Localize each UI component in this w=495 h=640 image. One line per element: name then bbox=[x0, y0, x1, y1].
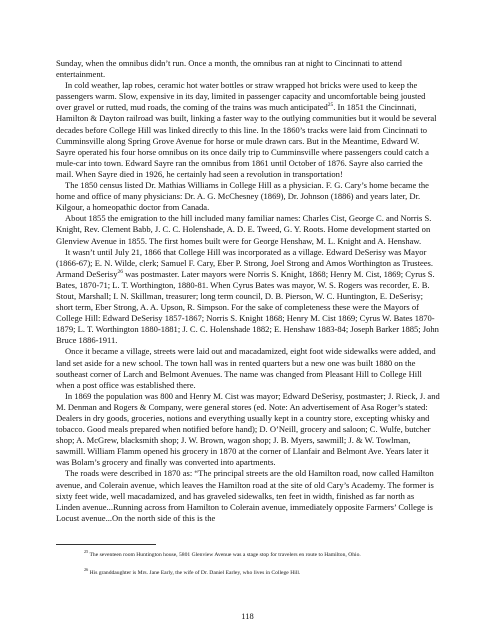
paragraph bbox=[56, 247, 440, 347]
paragraph-text: The 1850 census listed Dr. Mathias Williams in College Hill as a physician. F. G. Cary’s home became the home and office of many physicians: Dr. A. G. McChesney (1869), Dr. Johnson (1886) and years later, Dr. Kilgour, a homeopathic doctor from Canada. bbox=[56, 180, 429, 213]
footnote-26 bbox=[84, 567, 454, 577]
paragraph bbox=[56, 391, 440, 469]
body-text bbox=[56, 58, 440, 524]
paragraph bbox=[56, 180, 440, 213]
footnote-divider bbox=[56, 544, 156, 545]
paragraph-text: It wasn’t until July 21, 1866 that College Hill was incorporated as a village. Edward DeSerisy was Mayor (1866-67); E. N. Wilde, clerk; Samuel F. Cary, Eber P. Strong, Joel Strong and Amos Worthington as Trustees. Armand DeSerisy bbox=[56, 246, 434, 279]
paragraph-text: Once it became a village, streets were laid out and macadamized, eight foot wide sidewalks were added, and land set aside for a new school. The town hall was in rented quarters but a new one was built 1880 on the southeast corner of Larch and Belmont Avenues. The name was changed from Pleasant Hill to College Hill when a post office was established there. bbox=[56, 346, 436, 390]
footnote-text: The seventeen room Huntington house, 5801 Glenview Avenue was a stage stop for travelers en route to Hamilton, Ohio. bbox=[89, 552, 361, 558]
footnote-number: 26 bbox=[84, 567, 89, 573]
paragraph bbox=[56, 468, 440, 523]
paragraph bbox=[56, 346, 440, 390]
paragraph-text: was postmaster. Later mayors were Norris S. Knight, 1868; Henry M. Cist, 1869; Cyrus S. Bates, 1870-71; L. T. Worthington, 1880-81. When Cyrus Bates was mayor, W. S. Rogers was recorder, E. B. Stout, Marshall; I. N. Skillman, treasurer; long term council, D. B. Pierson, W. C. Huntington, E. DeSerisy; short term, Eber Strong, A. A. Upson, R. Simpson. For the sake of completeness these were the Mayors of College Hill: Edward DeSerisy 1857-1867; Norris S. Knight 1868; Henry M. Cist 1869; Cyrus W. Bates 1870-1879; L. T. Worthington 1880-1881; J. C. C. Holenshade 1882; E. Henshaw 1883-84; Joseph Barker 1885; John Bruce 1886-1911. bbox=[56, 268, 439, 346]
footnote-text: His granddaughter is Mrs. Jane Early, the wife of Dr. Daniel Earley, who lives in College Hill. bbox=[89, 570, 301, 576]
paragraph-text: . In 1851 the Cincinnati, Hamilton & Dayton railroad was built, linking a faster way to the outlying communities but it would be several decades before College Hill was linked directly to this line. In the 1860’s tracks were laid from Cincinnati to Cumminsville along Spring Grove Avenue for horse or mule drawn cars. But in the Meantime, Edward W. Sayre operated his four horse omnibus on its once daily trip to Cumminsville where passengers could catch a mule-car into town. Edward Sayre ran the omnibus from 1861 until October of 1876. Sayre also carried the mail. When Sayre died in 1926, he certainly had seen a revolution in transportation! bbox=[56, 102, 437, 179]
footnote-number: 25 bbox=[84, 549, 89, 555]
paragraph bbox=[56, 213, 440, 246]
paragraph-text: The roads were described in 1870 as: “The principal streets are the old Hamilton road, now called Hamilton avenue, and Colerain avenue, which leaves the Hamilton road at the site of old Cary’s Academy. The former is sixty feet wide, well macadamized, and has graveled sidewalks, ten feet in width, finished as far north as Linden avenue...Running across from Hamilton to Colerain avenue, immediately opposite Farmers’ College is Locust avenue...On the north side of this is the bbox=[56, 468, 434, 523]
footnote-reference: 25 bbox=[327, 102, 334, 109]
footnote-25 bbox=[84, 549, 454, 559]
paragraph bbox=[56, 58, 440, 80]
page-number: 118 bbox=[241, 611, 254, 621]
paragraph-text: Sunday, when the omnibus didn’t run. Once a month, the omnibus ran at night to Cincinnati to attend entertainment. bbox=[56, 58, 402, 80]
paragraph-text: In cold weather, lap robes, ceramic hot water bottles or straw wrapped hot bricks were used to keep the passengers warm. Slow, expensive in its day, limited in passenger capacity and uncomfortable being jousted over gravel or rutted, mud roads, the coming of the trains was much anticipated bbox=[56, 80, 426, 113]
paragraph-text: In 1869 the population was 800 and Henry M. Cist was mayor; Edward DeSerisy, postmaster; J. Rieck, J. and M. Denman and Rogers & Company, were general stores (ed. Note: An advertisement of Asa Roger’s stated: Dealers in dry goods, groceries, notions and everything usually kept in a country store, excepting whisky and tobacco. Good meals prepared when notified before hand); D. O’Neill, grocery and saloon; C. Wulfe, butcher shop; A. McGrew, blacksmith shop; J. W. Brown, wagon shop; J. B. Myers, sawmill; J. & W. Towlman, sawmill. William Flamm opened his grocery in 1870 at the corner of Llanfair and Belmont Ave. Years later it was Bolam’s grocery and finally was converted into apartments. bbox=[56, 390, 440, 468]
paragraph-text: About 1855 the emigration to the hill included many familiar names: Charles Cist, George C. and Norris S. Knight, Rev. Clement Babb, J. C. C. Holenshade, A. D. E. Tweed, G. Y. Roots. Home development started on Glenview Avenue in 1855. The first homes built were for George Henshaw, M. L. Knight and A. Henshaw. bbox=[56, 213, 432, 246]
paragraph bbox=[56, 80, 440, 180]
footnote-reference: 26 bbox=[117, 268, 123, 275]
